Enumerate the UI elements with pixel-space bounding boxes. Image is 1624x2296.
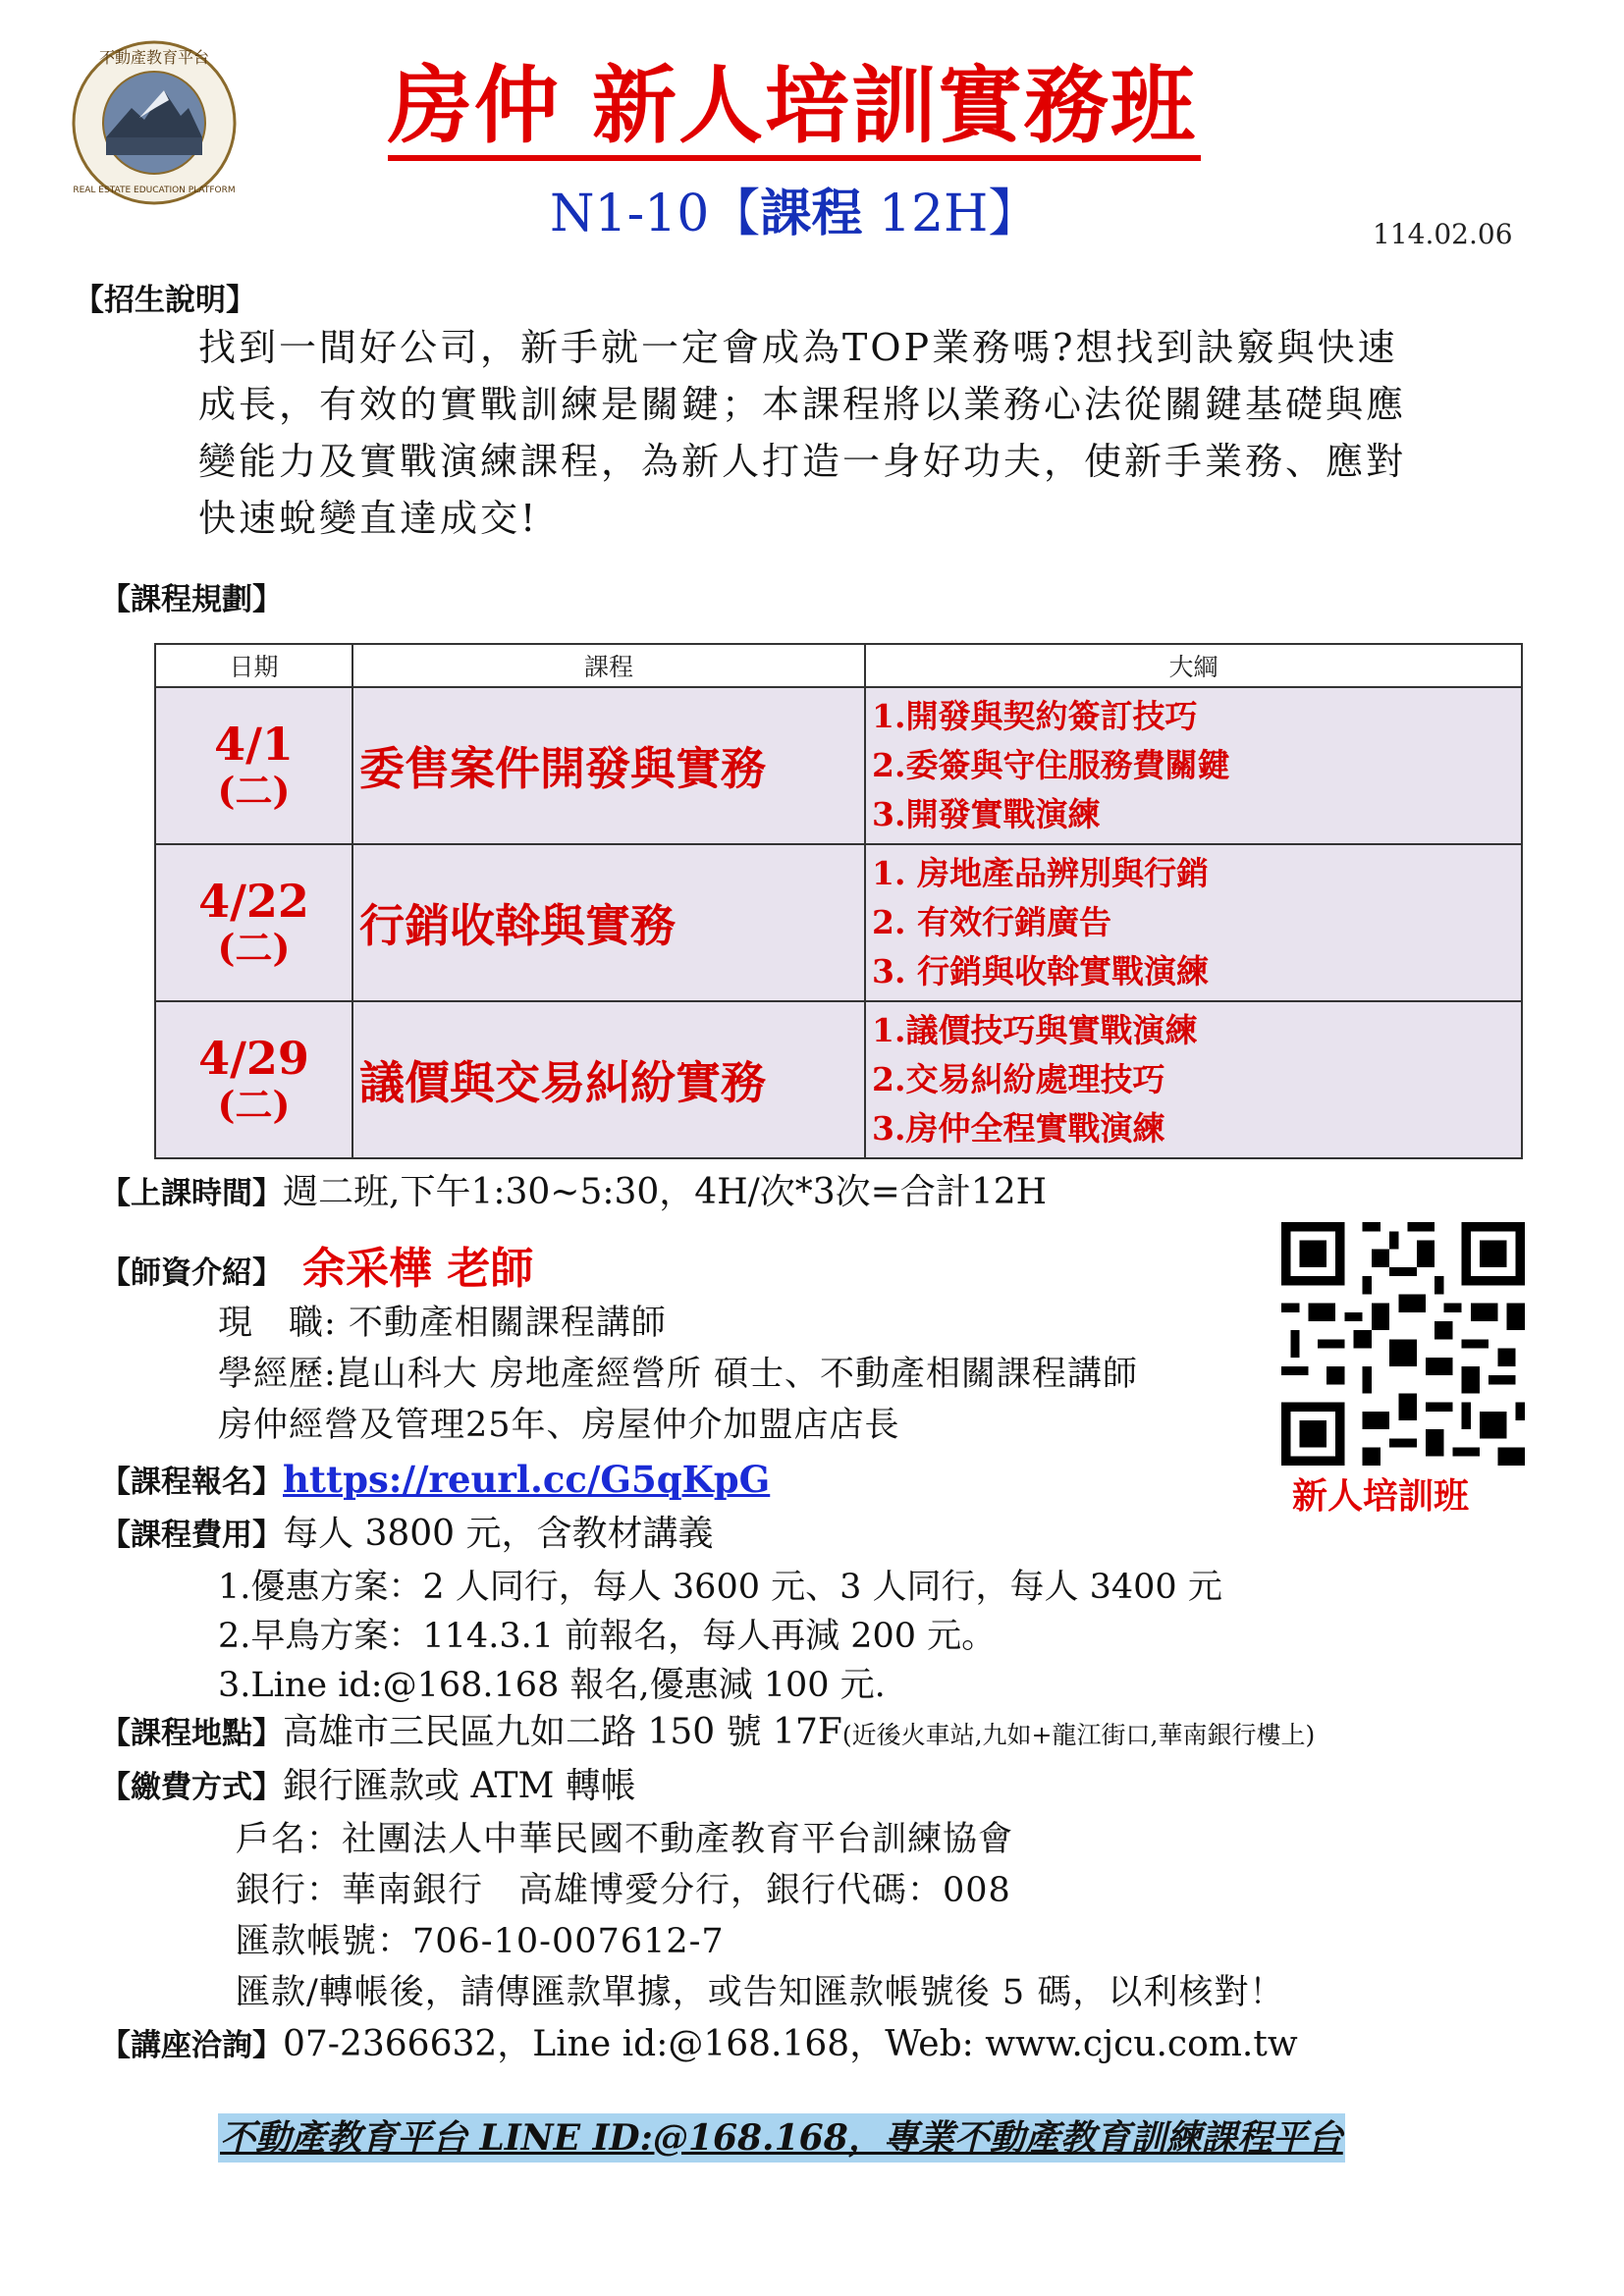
outline-item: 3.開發實戰演練 <box>872 795 1101 833</box>
course-location <box>100 1708 1315 1760</box>
course-code: N1-10 <box>550 185 710 243</box>
document-date: 114.02.06 <box>1373 218 1513 250</box>
course-hours: 12H <box>878 185 989 243</box>
teacher-label: 【師資介紹】 <box>100 1255 283 1291</box>
column-header-course: 課程 <box>352 644 865 687</box>
plan-heading: 【課程規劃】 <box>100 582 283 617</box>
outline-item: 1.開發與契約簽訂技巧 <box>872 697 1198 735</box>
location-text: 高雄市三民區九如二路 150 號 17F <box>283 1712 842 1752</box>
session-course: 委售案件開發與實務 <box>352 687 865 844</box>
course-word: 課程 <box>760 185 863 243</box>
qr-code-icon[interactable] <box>1272 1213 1534 1474</box>
session-date-cell <box>155 844 352 1001</box>
teacher-name: 余采樺 老師 <box>302 1244 534 1294</box>
register-label: 【課程報名】 <box>100 1465 283 1500</box>
location-note: (近後火車站,九如+龍江街口,華南銀行樓上) <box>841 1721 1316 1749</box>
recruit-line: 快速蛻變直達成交! <box>198 497 539 540</box>
teacher-details <box>218 1298 1138 1451</box>
outline-item: 2.交易糾紛處理技巧 <box>872 1060 1165 1098</box>
table-row <box>155 687 1522 844</box>
payment-details <box>236 1814 1284 2018</box>
outline-item: 2. 有效行銷廣告 <box>872 903 1111 941</box>
outline-item: 1.議價技巧與實戰演練 <box>872 1011 1198 1049</box>
contact-text: 07-2366632，Line id:@168.168，Web: www.cjcu.com.tw <box>283 2024 1298 2064</box>
session-date: 4/1 <box>214 718 294 771</box>
table-row <box>155 1001 1522 1158</box>
time-label: 【上課時間】 <box>100 1176 283 1211</box>
contact-info <box>100 2020 1298 2070</box>
column-header-date: 日期 <box>155 644 352 687</box>
class-time <box>100 1168 1047 1218</box>
qr-caption: 新人培訓班 <box>1292 1476 1470 1517</box>
svg-text:REAL ESTATE EDUCATION PLATFORM: REAL ESTATE EDUCATION PLATFORM <box>73 186 236 195</box>
outline-item: 3.房仲全程實戰演練 <box>872 1109 1165 1148</box>
recruit-description <box>198 319 1524 547</box>
recruit-line: 變能力及實戰演練課程，為新人打造一身好功夫，使新手業務、應對 <box>198 440 1407 483</box>
fee-line: 1.優惠方案：2 人同行，每人 3600 元、3 人同行，每人 3400 元 <box>218 1568 1222 1607</box>
outline-item: 1. 房地產品辨別與行銷 <box>872 854 1209 892</box>
session-date-cell <box>155 1001 352 1158</box>
payment-label: 【繳費方式】 <box>100 1770 283 1805</box>
time-text: 週二班,下午1:30~5:30，4H/次*3次=合計12H <box>283 1172 1047 1212</box>
session-weekday: (二) <box>217 926 291 970</box>
outline-item: 3. 行銷與收斡實戰演練 <box>872 952 1209 990</box>
course-subtitle: N1-10【課程 12H】 <box>550 185 1040 243</box>
logo <box>71 39 238 206</box>
session-course: 議價與交易糾紛實務 <box>352 1001 865 1158</box>
fee-discounts <box>218 1563 1222 1710</box>
contact-label: 【講座洽詢】 <box>100 2028 283 2063</box>
course-fee <box>100 1510 714 1560</box>
session-outline <box>865 687 1522 844</box>
session-date: 4/22 <box>198 875 309 928</box>
location-label: 【課程地點】 <box>100 1716 283 1751</box>
payment-line: 戶名：社團法人中華民國不動產教育平台訓練協會 <box>236 1820 1014 1859</box>
register-link[interactable]: https://reurl.cc/G5qKpG <box>283 1458 771 1501</box>
page-title: 房仲 新人培訓實務班 <box>388 57 1201 161</box>
footer-banner: 不動產教育平台 LINE ID:@168.168，專業不動產教育訓練課程平台 <box>218 2113 1345 2163</box>
session-weekday: (二) <box>217 1083 291 1127</box>
session-outline <box>865 1001 1522 1158</box>
payment-text: 銀行匯款或 ATM 轉帳 <box>283 1766 636 1806</box>
recruit-line: 找到一間好公司，新手就一定會成為TOP業務嗎?想找到訣竅與快速 <box>198 326 1398 369</box>
table-header-row <box>155 644 1522 687</box>
teacher-line: 學經歷:崑山科大 房地產經營所 碩士、不動產相關課程講師 <box>218 1355 1139 1394</box>
session-date-cell <box>155 687 352 844</box>
course-table <box>154 643 1523 1159</box>
payment-line: 銀行：華南銀行 高雄博愛分行，銀行代碼：008 <box>236 1871 1011 1910</box>
fee-label: 【課程費用】 <box>100 1518 283 1553</box>
payment-line: 匯款/轉帳後，請傳匯款單據，或告知匯款帳號後 5 碼，以利核對！ <box>236 1973 1285 2012</box>
session-date: 4/29 <box>198 1032 309 1085</box>
table-row <box>155 844 1522 1001</box>
registration <box>100 1455 770 1507</box>
session-course: 行銷收斡與實務 <box>352 844 865 1001</box>
fee-line: 2.早鳥方案：114.3.1 前報名，每人再減 200 元。 <box>218 1617 997 1656</box>
recruit-heading: 【招生說明】 <box>74 283 256 318</box>
teacher-intro <box>100 1245 533 1298</box>
session-outline <box>865 844 1522 1001</box>
fee-text: 每人 3800 元，含教材講義 <box>283 1514 714 1554</box>
outline-item: 2.委簽與守住服務費關鍵 <box>872 746 1230 784</box>
session-weekday: (二) <box>217 769 291 813</box>
fee-line: 3.Line id:@168.168 報名,優惠減 100 元. <box>218 1666 886 1705</box>
recruit-line: 成長，有效的實戰訓練是關鍵；本課程將以業務心法從關鍵基礎與應 <box>198 383 1407 426</box>
teacher-line: 房仲經營及管理25年、房屋仲介加盟店店長 <box>218 1406 900 1445</box>
teacher-line: 現 職: 不動產相關課程講師 <box>218 1304 667 1343</box>
payment-line: 匯款帳號：706-10-007612-7 <box>236 1922 725 1961</box>
svg-text:不動產教育平台: 不動產教育平台 <box>98 48 210 67</box>
column-header-outline: 大綱 <box>865 644 1522 687</box>
payment-method <box>100 1762 636 1812</box>
